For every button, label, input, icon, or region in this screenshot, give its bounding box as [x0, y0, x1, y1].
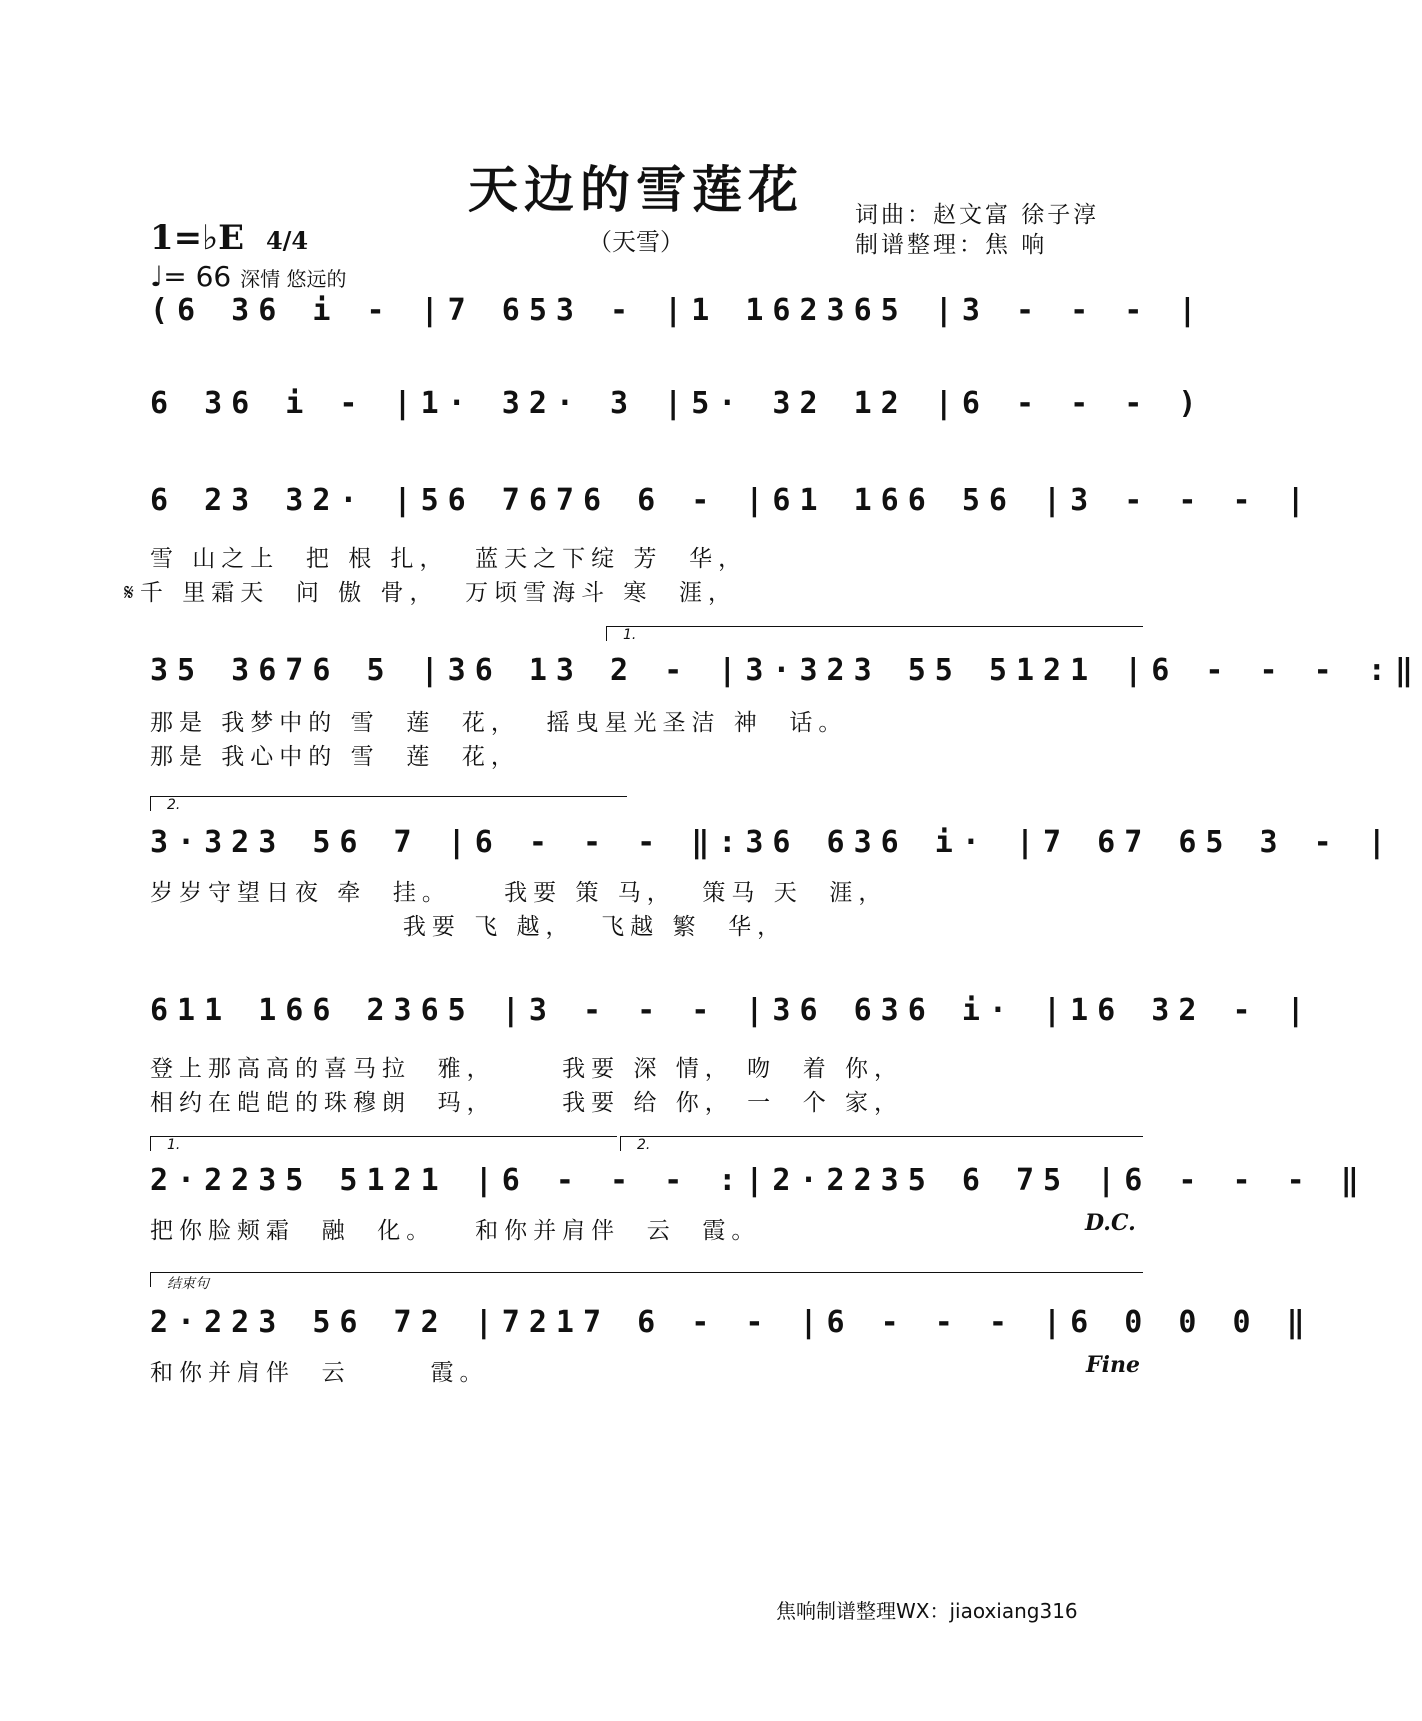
staff-line-6 [150, 980, 1314, 1052]
volta-second-ending: 2. [150, 796, 627, 811]
credit-composer: 词曲：赵文富 徐子淳 [855, 202, 1100, 228]
song-title: 天边的雪莲花 [468, 160, 804, 219]
notes-line-8: 2·223 56 72 |7217 6 - - |6 - - - |6 0 0 0 ‖ [150, 1304, 1314, 1340]
notes-line-1: (6 36 i - |7 653 - |1 162365 |3 - - - | [150, 292, 1206, 328]
notes-line-5: 3·323 56 7 |6 - - - ‖:36 636 i· |7 67 65 3 - | [150, 824, 1395, 860]
credit-arranger: 制谱整理：焦 响 [855, 232, 1048, 258]
lyrics-line-5-verse-1: 岁岁守望日夜 牵 挂。 我要 策 马， 策马 天 涯， [150, 880, 888, 906]
lyrics-line-5-verse-2: 我要 飞 越， 飞越 繁 华， [150, 914, 787, 940]
tempo-value: ♩= 66 [150, 260, 232, 293]
notes-line-6: 611 166 2365 |3 - - - |36 636 i· |16 32 - | [150, 992, 1314, 1028]
notes-line-3: 6 23 32· |56 7676 6 - |61 166 56 |3 - - - | [150, 482, 1314, 518]
volta-line-7-second: 2. [620, 1136, 1143, 1151]
lyrics-line-3-verse-1: 雪 山之上 把 根 扎， 蓝天之下绽 芳 华， [150, 546, 748, 572]
notes-line-4: 35 3676 5 |36 13 2 - |3·323 55 5121 |6 - - - :‖ [150, 652, 1422, 688]
volta-first-ending: 1. [606, 626, 1143, 641]
staff-line-2 [150, 373, 1206, 445]
staff-line-3 [150, 470, 1314, 542]
staff-line-1 [150, 280, 1206, 352]
lyrics-line-4-verse-1: 那是 我梦中的 雪 莲 花， 摇曳星光圣洁 神 话。 [150, 710, 848, 736]
lyrics-line-4-verse-2: 那是 我心中的 雪 莲 花， [150, 744, 520, 770]
notes-line-2: 6 36 i - |1· 32· 3 |5· 32 12 |6 - - - ) [150, 385, 1206, 421]
key-label: 1=♭E [150, 218, 245, 258]
lyrics-line-3-verse-2: 𝄋千 里霜天 问 傲 骨， 万顷雪海斗 寒 涯， [124, 580, 738, 606]
lyrics-line-6-verse-2: 相约在皑皑的珠穆朗 玛， 我要 给 你， 一 个 家， [150, 1090, 904, 1116]
key-signature [150, 218, 308, 258]
lyrics-line-6-verse-1: 登上那高高的喜马拉 雅， 我要 深 情， 吻 着 你， [150, 1056, 904, 1082]
staff-line-4 [150, 640, 1422, 712]
footer-credit: 焦响制谱整理WX：jiaoxiang316 [776, 1599, 1078, 1623]
notes-line-7: 2·2235 5121 |6 - - - :|2·2235 6 75 |6 - - - ‖ [150, 1162, 1368, 1198]
time-signature: 4/4 [265, 226, 309, 255]
volta-ending-phrase: 结束句 [150, 1272, 1143, 1287]
lyrics-line-8: 和你并肩伴 云 霞。 [150, 1360, 489, 1386]
song-subtitle: （天雪） [588, 228, 684, 256]
lyrics-line-7: 把你脸颊霜 融 化。 和你并肩伴 云 霞。 [150, 1218, 761, 1244]
fine-mark: Fine [1086, 1352, 1140, 1378]
da-capo-mark: D.C. [1085, 1210, 1136, 1236]
tempo-description: 深情 悠远的 [240, 267, 347, 291]
volta-line-7-first: 1. [150, 1136, 617, 1151]
